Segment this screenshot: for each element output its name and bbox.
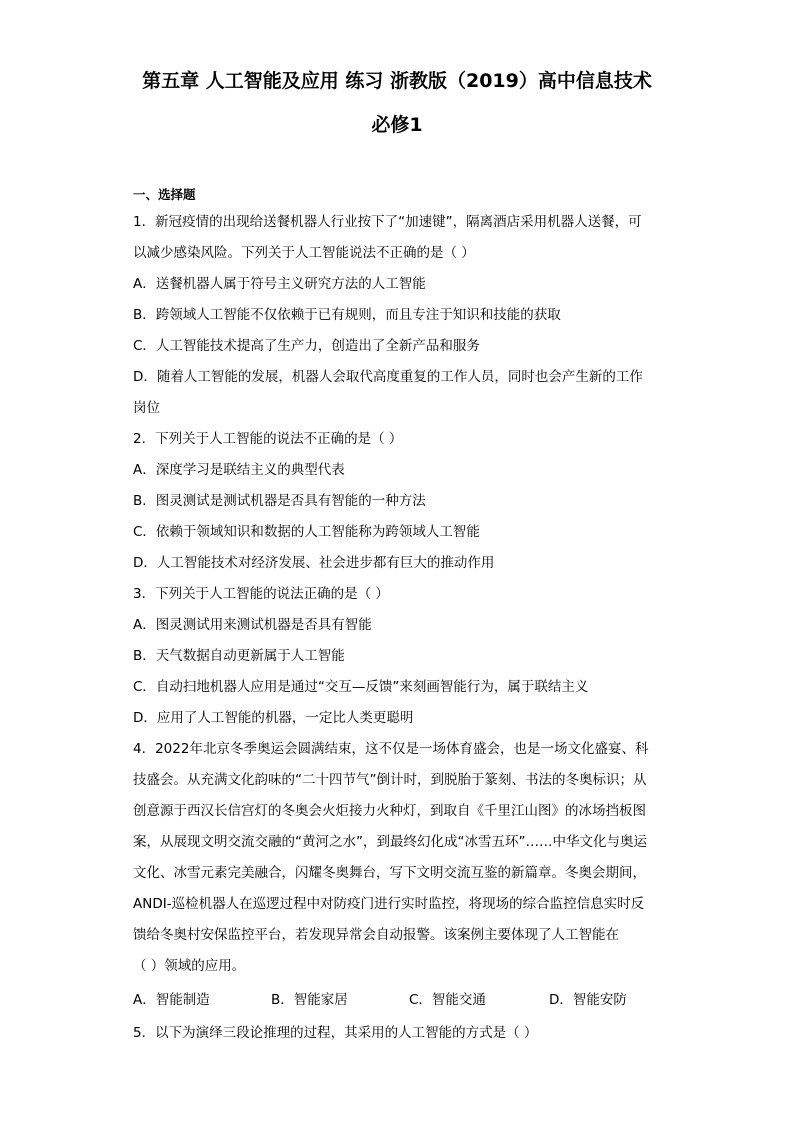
question-line: 2．下列关于人工智能的说法不正确的是（ ） xyxy=(133,431,403,447)
question-line: 3．下列关于人工智能的说法正确的是（ ） xyxy=(133,586,389,602)
option-line: A．图灵测试用来测试机器是否具有智能 xyxy=(133,617,372,633)
question-line: 5．以下为演绎三段论推理的过程，其采用的人工智能的方式是（ ） xyxy=(133,1025,538,1041)
option-line: A．送餐机器人属于符号主义研究方法的人工智能 xyxy=(133,276,426,292)
text-line: 技盛会。从充满文化韵味的“二十四节气”倒计时，到脱胎于篆刻、书法的冬奥标识；从 xyxy=(133,772,647,788)
option-line: B．跨领域人工智能不仅依赖于已有规则，而且专注于知识和技能的获取 xyxy=(133,307,561,323)
option-line: D．人工智能技术对经济发展、社会进步都有巨大的推动作用 xyxy=(133,555,495,571)
text-line: ANDI-巡检机器人在巡逻过程中对防疫门进行实时监控，将现场的综合监控信息实时反 xyxy=(133,896,645,912)
text-line: 馈给冬奥村安保监控平台，若发现异常会自动报警。该案例主要体现了人工智能在 xyxy=(133,927,619,943)
q4-option-a: A．智能制造 xyxy=(133,992,210,1008)
q4-options-row xyxy=(133,991,653,1009)
option-line: B．图灵测试是测试机器是否具有智能的一种方法 xyxy=(133,493,426,509)
document-subtitle: 必修1 xyxy=(371,114,423,136)
section-heading: 一、选择题 xyxy=(133,187,196,202)
text-line: 案，从展现文明交流交融的“黄河之水”，到最终幻化成“冰雪五环”……中华文化与奥运 xyxy=(133,834,647,850)
text-line: （ ）领域的应用。 xyxy=(133,958,246,974)
q4-option-c: C．智能交通 xyxy=(409,992,486,1008)
text-line: 岗位 xyxy=(133,400,160,416)
q4-option-d: D．智能安防 xyxy=(549,992,627,1008)
option-line: B．天气数据自动更新属于人工智能 xyxy=(133,648,345,664)
option-line: A．深度学习是联结主义的典型代表 xyxy=(133,462,345,478)
text-line: 以减少感染风险。下列关于人工智能说法不正确的是（ ） xyxy=(133,245,475,261)
option-line: C．人工智能技术提高了生产力，创造出了全新产品和服务 xyxy=(133,338,480,354)
text-line: 文化、冰雪元素完美融合，闪耀冬奥舞台，写下文明交流互鉴的新篇章。冬奥会期间， xyxy=(133,865,646,881)
option-line: D．应用了人工智能的机器，一定比人类更聪明 xyxy=(133,710,414,726)
option-line: C．依赖于领域知识和数据的人工智能称为跨领域人工智能 xyxy=(133,524,480,540)
text-line: 1．新冠疫情的出现给送餐机器人行业按下了“加速键”，隔离酒店采用机器人送餐，可 xyxy=(133,214,642,230)
document-title: 第五章 人工智能及应用 练习 浙教版（2019）高中信息技术 xyxy=(142,70,652,92)
q4-option-b: B．智能家居 xyxy=(271,992,348,1008)
question-line: 4．2022年北京冬季奥运会圆满结束，这不仅是一场体育盛会，也是一场文化盛宴、科 xyxy=(133,741,649,757)
text-line: 创意源于西汉长信宫灯的冬奥会火炬接力火种灯，到取自《千里江山图》的冰场挡板图 xyxy=(133,803,646,819)
option-line: D．随着人工智能的发展，机器人会取代高度重复的工作人员，同时也会产生新的工作 xyxy=(133,369,643,385)
option-line: C．自动扫地机器人应用是通过“交互—反馈”来刻画智能行为，属于联结主义 xyxy=(133,679,589,695)
